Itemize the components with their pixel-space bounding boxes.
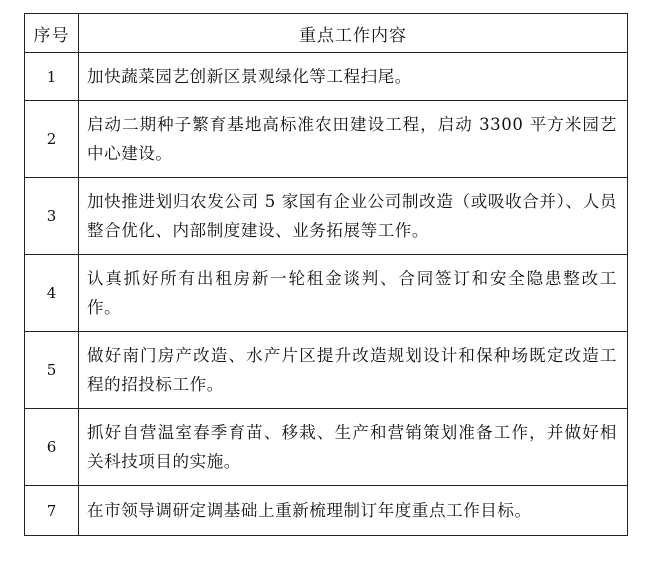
table-row bbox=[25, 178, 628, 255]
header-work-content: 重点工作内容 bbox=[79, 14, 628, 53]
table-header-row bbox=[25, 14, 628, 53]
key-work-table bbox=[24, 13, 628, 536]
row-number: 3 bbox=[25, 178, 79, 255]
table-row bbox=[25, 332, 628, 409]
row-content: 加快蔬菜园艺创新区景观绿化等工程扫尾。 bbox=[79, 53, 628, 101]
row-number: 6 bbox=[25, 409, 79, 486]
table-row bbox=[25, 409, 628, 486]
row-content: 抓好自营温室春季育苗、移栽、生产和营销策划准备工作，并做好相关科技项目的实施。 bbox=[79, 409, 628, 486]
row-number: 2 bbox=[25, 101, 79, 178]
row-content: 在市领导调研定调基础上重新梳理制订年度重点工作目标。 bbox=[79, 486, 628, 536]
row-number: 1 bbox=[25, 53, 79, 101]
row-content: 启动二期种子繁育基地高标准农田建设工程，启动 3300 平方米园艺中心建设。 bbox=[79, 101, 628, 178]
table-row bbox=[25, 255, 628, 332]
table-row bbox=[25, 486, 628, 536]
row-content: 做好南门房产改造、水产片区提升改造规划设计和保种场既定改造工程的招投标工作。 bbox=[79, 332, 628, 409]
table-row bbox=[25, 101, 628, 178]
row-number: 5 bbox=[25, 332, 79, 409]
table-row bbox=[25, 53, 628, 101]
row-content: 加快推进划归农发公司 5 家国有企业公司制改造（或吸收合并）、人员整合优化、内部制度建设、业务拓展等工作。 bbox=[79, 178, 628, 255]
row-number: 4 bbox=[25, 255, 79, 332]
header-serial-number: 序号 bbox=[25, 14, 79, 53]
row-number: 7 bbox=[25, 486, 79, 536]
row-content: 认真抓好所有出租房新一轮租金谈判、合同签订和安全隐患整改工作。 bbox=[79, 255, 628, 332]
